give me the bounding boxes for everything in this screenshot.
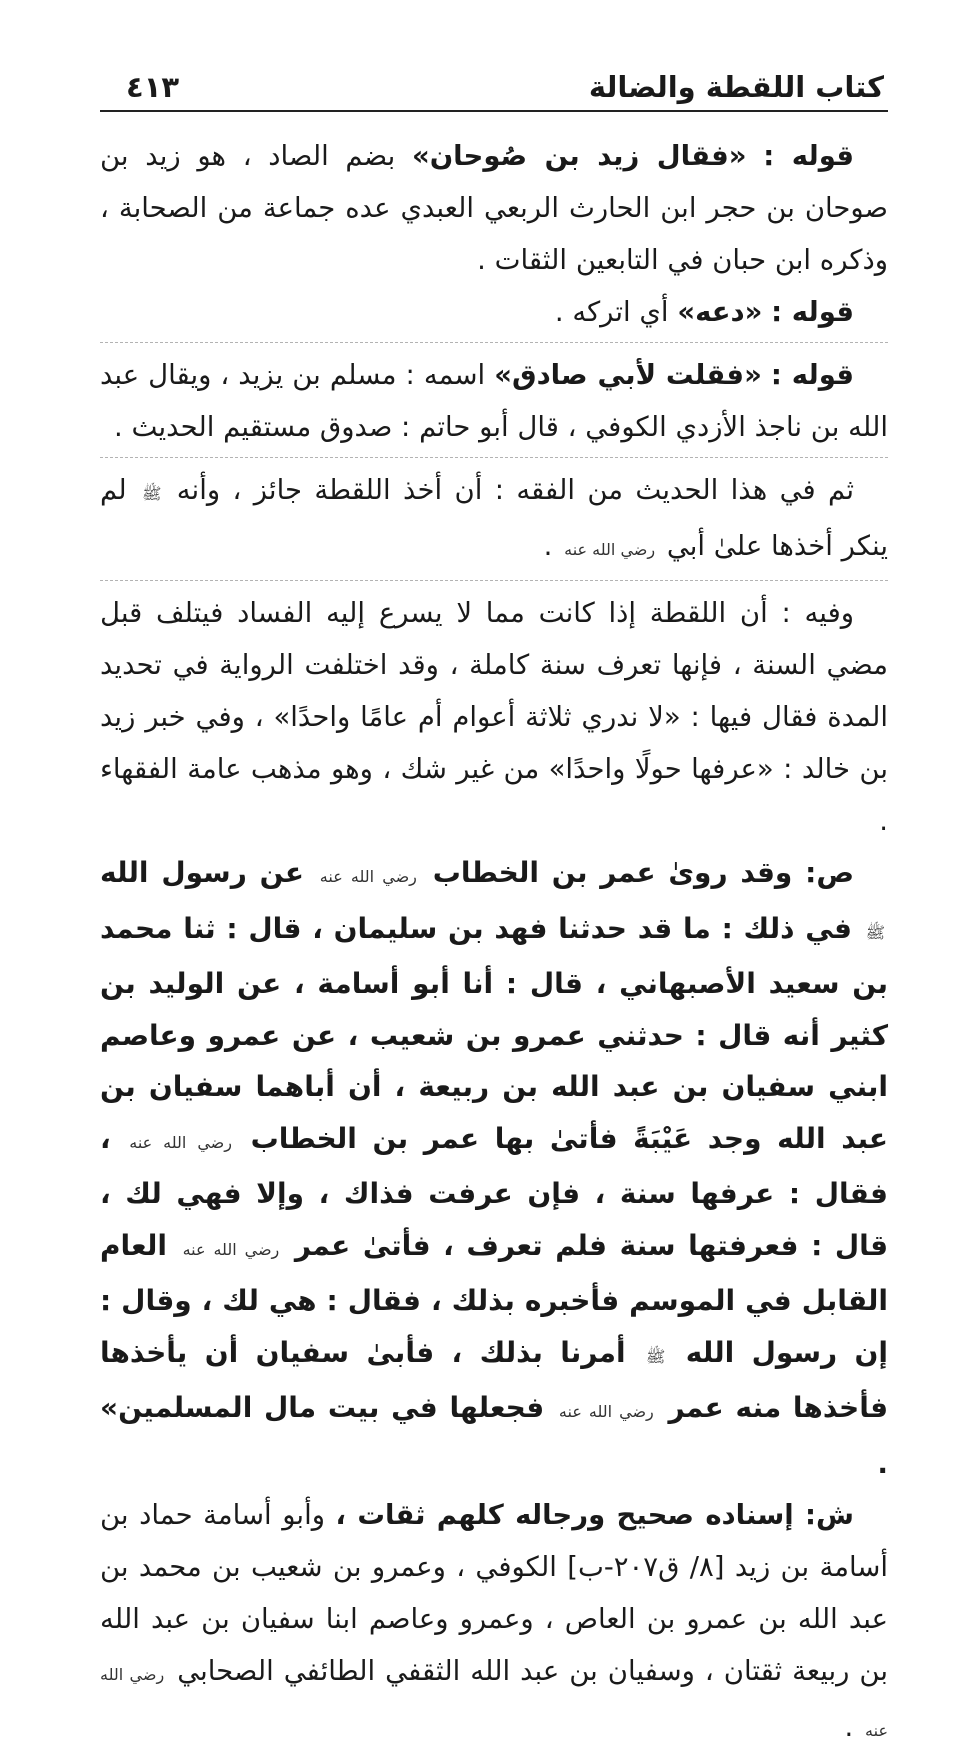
honorific-mark: رضي الله عنه bbox=[558, 1402, 654, 1421]
honorific-mark: ﷺ bbox=[142, 484, 162, 503]
commentary bbox=[100, 1489, 888, 1757]
honorific-mark: رضي الله عنه bbox=[319, 867, 417, 886]
commentary-label: ش: إسناده صحيح ورجاله كلهم ثقات ، bbox=[335, 1499, 854, 1531]
page-number: ٤١٣ bbox=[126, 70, 180, 104]
paragraph-zayd-ibn-suhan bbox=[100, 130, 888, 286]
hadith-part: أمرنا بذلك ، فأبىٰ سفيان أن يأخذها فأخذها منه عمر bbox=[100, 1335, 889, 1424]
honorific-mark: رضي الله عنه bbox=[129, 1132, 232, 1152]
hadith-part: العام القابل في الموسم فأخبره بذلك ، فقال : هي لك ، وقال : إن رسول الله bbox=[100, 1228, 889, 1369]
quoted-phrase: «دعه» bbox=[677, 296, 763, 328]
honorific-mark: ﷺ bbox=[865, 922, 886, 942]
running-header bbox=[100, 52, 888, 112]
paragraph-text: ثم في هذا الحديث من الفقه : أن أخذ اللقطة جائز ، وأنه bbox=[176, 474, 854, 506]
commentary-text: . bbox=[844, 1711, 854, 1743]
paragraph-text: اسمه : مسلم بن يزيد ، ويقال عبد الله بن ناجذ الأزدي الكوفي ، قال أبو حاتم : صدوق مستقيم الحديث . bbox=[100, 359, 888, 443]
paragraph-text: وفيه : أن اللقطة إذا كانت مما لا يسرع إليه الفساد فيتلف قبل مضي السنة ، فإنها تعرف سنة كاملة ، وقد اختلفت الرواية في تحديد المدة فقال فيها : «لا ندري ثلاثة أعوام أم عامًا واحدًا» ، وفي خبر زيد بن خالد : «عرفها حولًا واحدًا» من غير شك ، وهو مذهب عامة الفقهاء . bbox=[100, 597, 888, 837]
separator bbox=[100, 580, 888, 581]
paragraph-daahu bbox=[100, 286, 888, 338]
paragraph-text: لم ينكر أخذها علىٰ أبي bbox=[100, 474, 888, 562]
hadith-part: في ذلك : ما قد حدثنا فهد بن سليمان ، قال : ثنا محمد بن سعيد الأصبهاني ، قال : أنا أبو أسامة ، عن الوليد بن كثير أنه قال : حدثني عمرو بن شعيب ، عن عمرو وعاصم ابني سفيان بن عبد الله بن ربيعة ، أن أباهما سفيان بن عبد الله وجد عَيْبَةً فأتىٰ بها عمر بن الخطاب bbox=[100, 911, 889, 1155]
paragraph-label: قوله : bbox=[770, 359, 854, 391]
quoted-phrase: «فقلت لأبي صادق» bbox=[494, 359, 762, 391]
hadith-text bbox=[100, 847, 888, 1489]
separator bbox=[100, 342, 888, 343]
honorific-mark: رضي الله عنه bbox=[100, 1665, 888, 1740]
hadith-part: فجعلها في بيت مال المسلمين» . bbox=[100, 1391, 888, 1480]
honorific-mark: رضي الله عنه bbox=[564, 540, 656, 559]
book-title: كتاب اللقطة والضالة bbox=[588, 70, 884, 104]
honorific-mark: ﷺ bbox=[646, 1346, 666, 1366]
separator bbox=[100, 457, 888, 458]
hadith-part: وقد روىٰ عمر بن الخطاب bbox=[432, 856, 793, 889]
paragraph-fiqh bbox=[100, 464, 888, 576]
honorific-mark: رضي الله عنه bbox=[182, 1239, 280, 1259]
paragraph-text: . bbox=[543, 530, 553, 562]
paragraph-duration bbox=[100, 587, 888, 847]
paragraph-label: قوله : bbox=[763, 140, 854, 172]
paragraph-label: قوله : bbox=[771, 296, 854, 328]
hadith-part: عن رسول الله bbox=[100, 856, 304, 889]
paragraph-text: بضم الصاد ، هو زيد بن صوحان بن حجر ابن الحارث الربعي العبدي عده جماعة من الصحابة ، وذكره ابن حبان في التابعين الثقات . bbox=[100, 140, 888, 276]
page-body bbox=[100, 130, 888, 1757]
commentary-text: وأبو أسامة حماد بن أسامة بن زيد [٨/ ق٢٠٧-ب] الكوفي ، وعمرو بن شعيب بن محمد بن عبد الله بن عمرو بن العاص ، وعمرو وعاصم ابنا سفيان بن عبد الله بن ربيعة ثقتان ، وسفيان بن عبد الله الثقفي الطائفي الصحابي bbox=[100, 1499, 889, 1687]
paragraph-text: أي اتركه . bbox=[554, 296, 669, 328]
hadith-label: ص: bbox=[805, 856, 854, 889]
paragraph-abi-sadiq bbox=[100, 349, 888, 453]
hadith-part: ، فقال : عرفها سنة ، فإن عرفت فذاك ، وإلا فهي لك ، قال : فعرفتها سنة فلم تعرف ، فأتىٰ عمر bbox=[100, 1121, 889, 1262]
quoted-phrase: «فقال زيد بن صُوحان» bbox=[411, 140, 747, 172]
